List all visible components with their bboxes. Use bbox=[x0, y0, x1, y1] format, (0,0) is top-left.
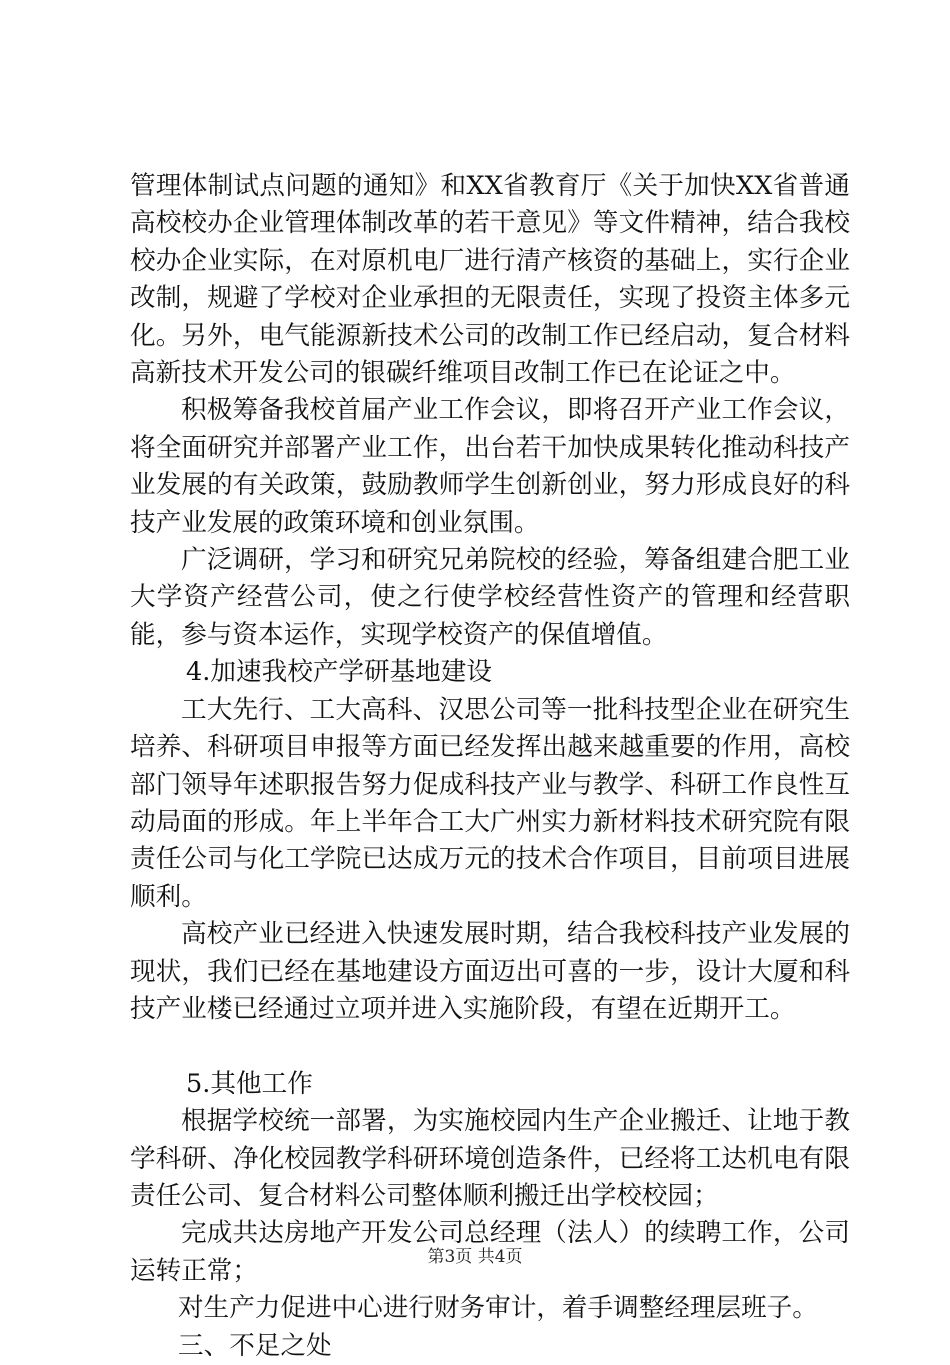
paragraph-relocation: 根据学校统一部署，为实施校园内生产企业搬迁、让地于教学科研、净化校园教学科研环境创造条件，已经将工达机电有限责任公司、复合材料公司整体顺利搬迁出学校校园； bbox=[130, 1106, 850, 1211]
paragraph-real-estate: 完成共达房地产开发公司总经理（法人）的续聘工作，公司运转正常； bbox=[130, 1218, 850, 1286]
paragraph-industry-conference: 积极筹备我校首届产业工作会议，即将召开产业工作会议，将全面研究并部署产业工作，出台若干加快成果转化推动科技产业发展的有关政策，鼓励教师学生创新创业，努力形成良好的科技产业发展的政策环境和创业氛围。 bbox=[130, 395, 850, 538]
paragraph-asset-company: 广泛调研，学习和研究兄弟院校的经验，筹备组建合肥工业大学资产经营公司，使之行使学校经营性资产的管理和经营职能，参与资本运作，实现学校资产的保值增值。 bbox=[130, 545, 850, 650]
paragraph-base-construction: 高校产业已经进入快速发展时期，结合我校科技产业发展的现状，我们已经在基地建设方面迈出可喜的一步，设计大厦和科技产业楼已经通过立项并进入实施阶段，有望在近期开工。 bbox=[130, 919, 850, 1024]
paragraph-audit: 对生产力促进中心进行财务审计，着手调整经理层班子。 bbox=[178, 1293, 818, 1324]
section-heading-shortcomings: 三、不足之处 bbox=[178, 1330, 332, 1361]
page-footer: 第3页 共4页 bbox=[427, 1247, 523, 1267]
section-heading-research-base: 4.加速我校产学研基地建设 bbox=[186, 657, 492, 688]
section-heading-other-work: 5.其他工作 bbox=[186, 1068, 313, 1099]
document-body bbox=[130, 168, 850, 1365]
paragraph-tech-enterprises: 工大先行、工大高科、汉思公司等一批科技型企业在研究生培养、科研项目申报等方面已经发挥出越来越重要的作用，高校部门领导年述职报告努力促成科技产业与教学、科研工作良性互动局面的形成。年上半年合工大广州实力新材料技术研究院有限责任公司与化工学院已达成万元的技术合作项目，目前项目进展顺利。 bbox=[130, 694, 850, 912]
blank-line bbox=[130, 1028, 850, 1065]
paragraph-continuation: 管理体制试点问题的通知》和XX省教育厅《关于加快XX省普通高校校办企业管理体制改革的若干意见》等文件精神，结合我校校办企业实际，在对原机电厂进行清产核资的基础上，实行企业改制，规避了学校对企业承担的无限责任，实现了投资主体多元化。另外，电气能源新技术公司的改制工作已经启动，复合材料高新技术开发公司的银碳纤维项目改制工作已在论证之中。 bbox=[130, 171, 850, 389]
